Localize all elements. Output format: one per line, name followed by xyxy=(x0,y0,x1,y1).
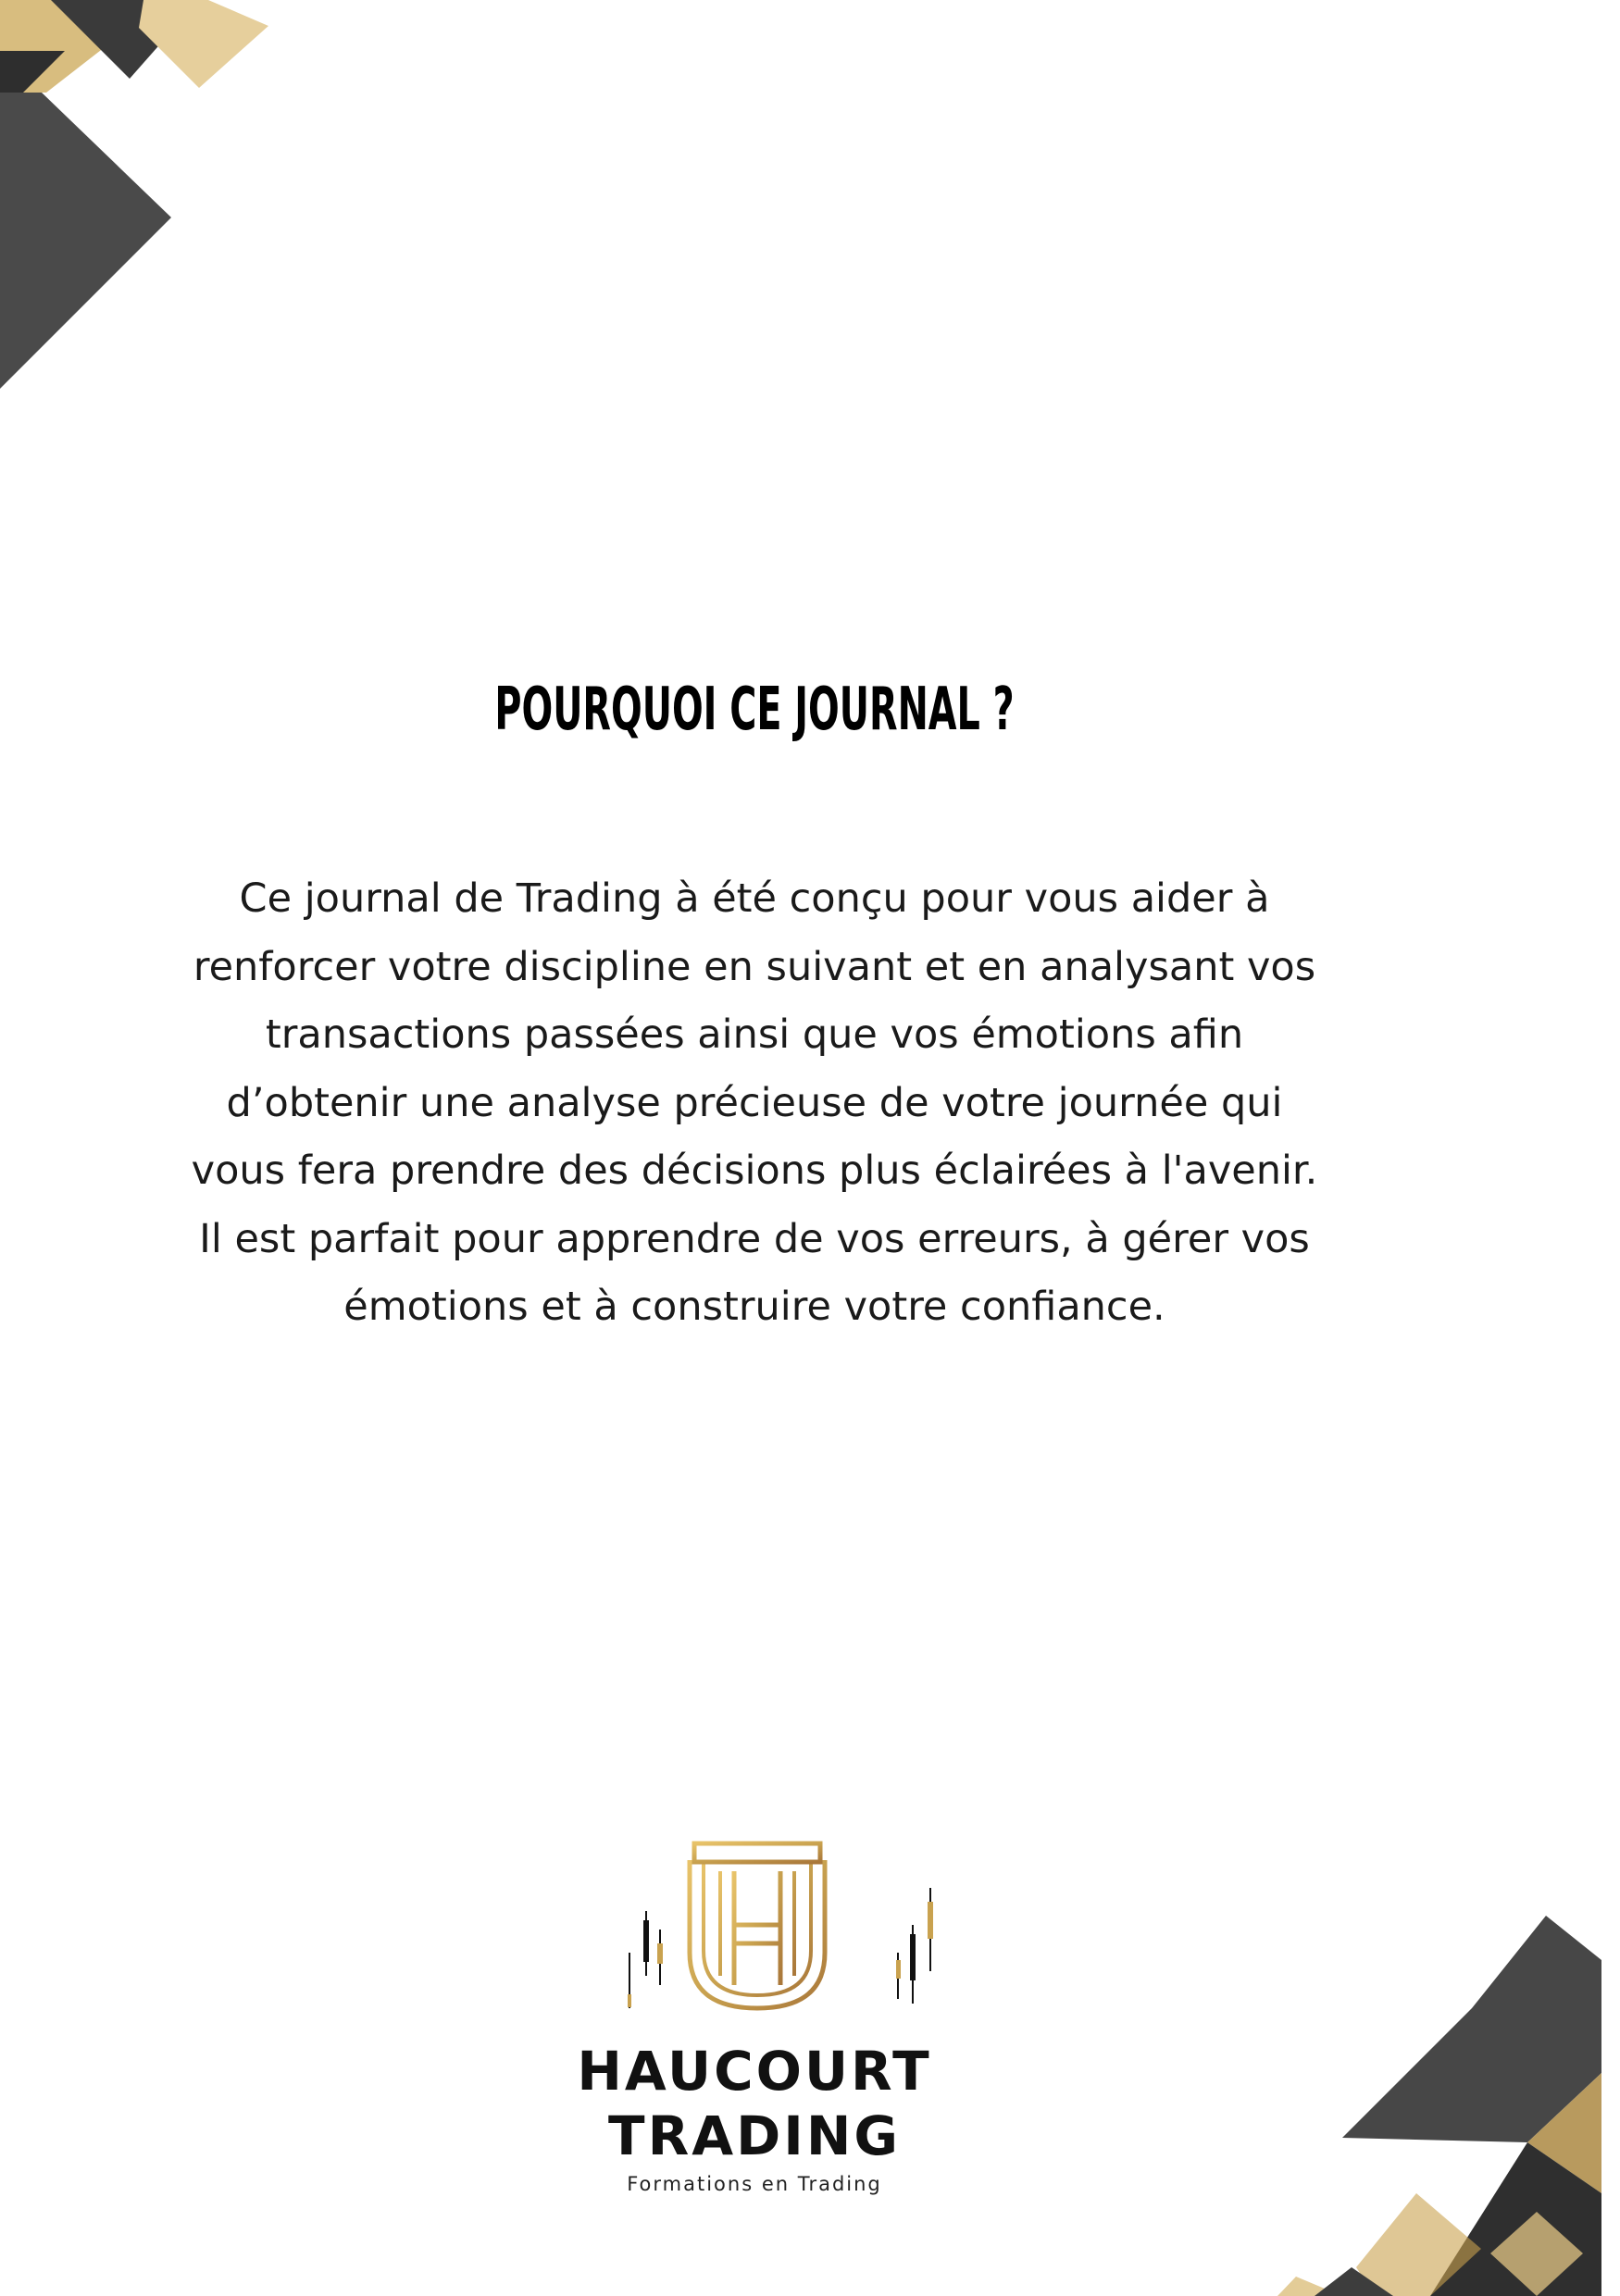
paragraph-line: transactions passées ainsi que vos émotions afin xyxy=(265,1011,1244,1058)
th-monogram-candlestick-icon xyxy=(602,1814,972,2036)
intro-paragraph xyxy=(130,865,1379,1342)
paragraph-line: vous fera prendre des décisions plus éclairées à l'avenir. xyxy=(191,1148,1318,1194)
top-left-decorative-shapes xyxy=(0,0,278,398)
page-title: POURQUOI CE JOURNAL ? xyxy=(494,676,1015,744)
paragraph-line: Il est parfait pour apprendre de vos erreurs, à gérer vos xyxy=(199,1215,1310,1262)
paragraph-line: d’obtenir une analyse précieuse de votre journée qui xyxy=(226,1079,1283,1126)
brand-name-line-1: HAUCOURT xyxy=(577,2040,932,2103)
paragraph-line: renforcer votre discipline en suivant et en analysant vos xyxy=(193,943,1316,990)
paragraph-line: émotions et à construire votre confiance. xyxy=(343,1284,1165,1330)
brand-name-line-2: TRADING xyxy=(608,2104,901,2167)
light-gold-diamond-shape xyxy=(139,0,268,88)
paragraph-line: Ce journal de Trading à été conçu pour vous aider à xyxy=(239,875,1270,922)
brand-tagline: Formations en Trading xyxy=(627,2173,882,2195)
large-dark-diamond-shape xyxy=(0,93,171,389)
